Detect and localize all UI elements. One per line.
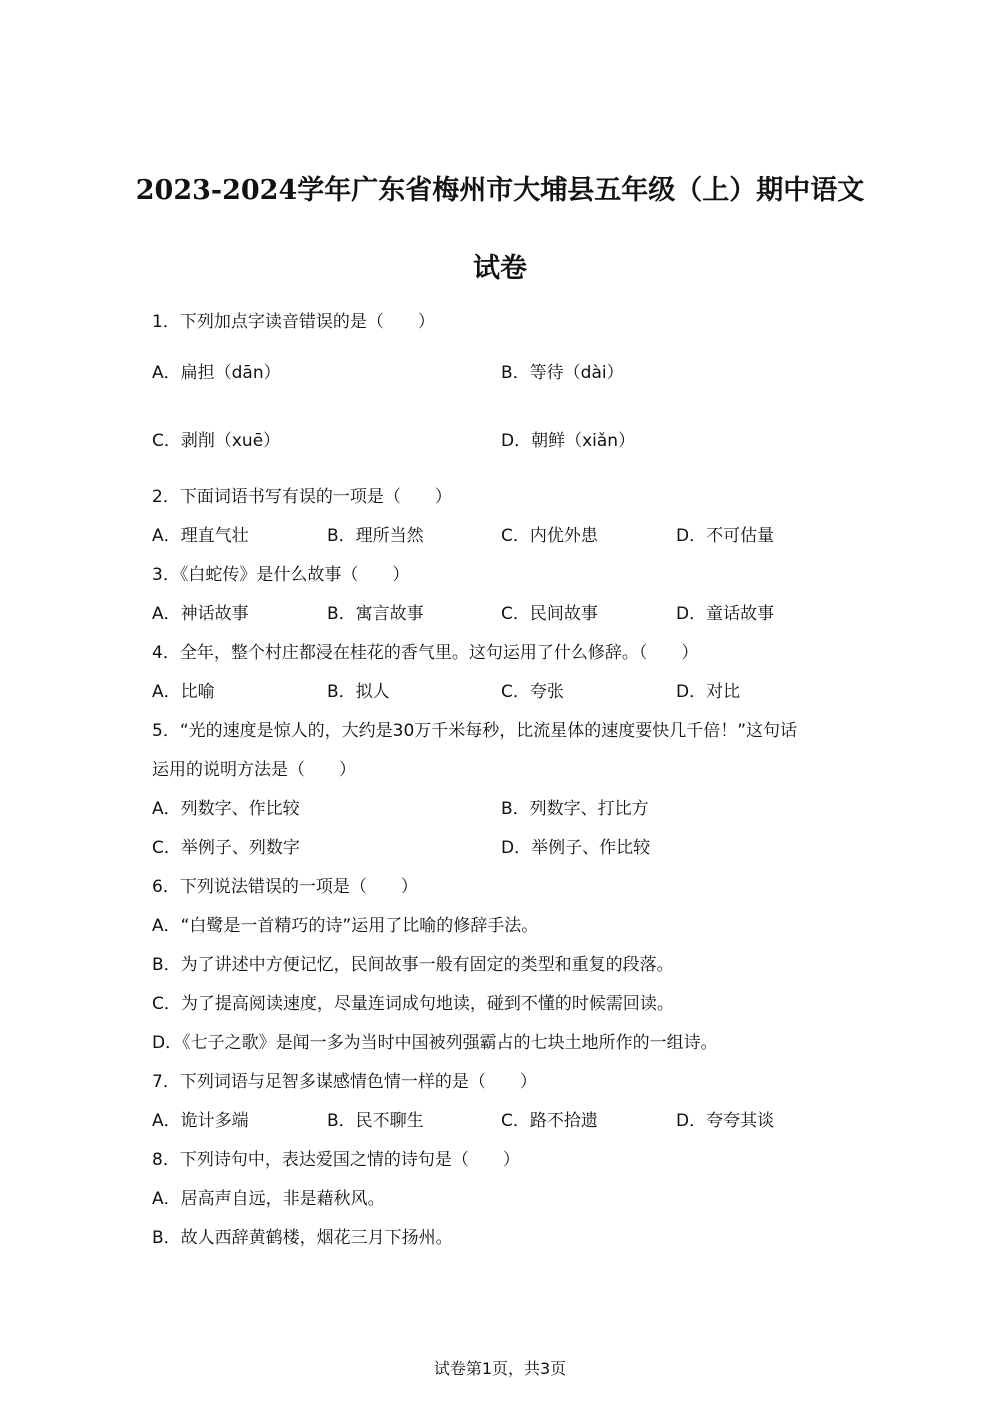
question-5-stem-continued: 运用的说明方法是（ ） <box>152 760 356 780</box>
question-4-option-a: A．比喻 <box>152 682 215 702</box>
question-5-option-b: B．列数字、打比方 <box>501 799 649 819</box>
question-5-option-d: D．举例子、作比较 <box>501 838 651 858</box>
question-6-option-c: C．为了提高阅读速度，尽量连词成句地读，碰到不懂的时候需回读。 <box>152 994 674 1014</box>
question-8-stem: 8．下列诗句中，表达爱国之情的诗句是（ ） <box>152 1150 520 1170</box>
question-1-option-a: A．扁担（dān） <box>152 363 281 383</box>
question-2-option-c: C．内优外患 <box>501 526 598 546</box>
question-1-stem: 1．下列加点字读音错误的是（ ） <box>152 312 435 332</box>
question-7-option-b: B．民不聊生 <box>327 1111 424 1131</box>
question-7-option-d: D．夸夸其谈 <box>676 1111 775 1131</box>
question-2-option-d: D．不可估量 <box>676 526 775 546</box>
question-8-option-a: A．居高声自远，非是藉秋风。 <box>152 1189 385 1209</box>
question-1-option-c: C．剥削（xuē） <box>152 431 281 451</box>
question-7-option-c: C．路不拾遗 <box>501 1111 598 1131</box>
exam-title-line-2: 试卷 <box>473 253 527 284</box>
question-2-stem: 2．下面词语书写有误的一项是（ ） <box>152 487 452 507</box>
question-5-option-a: A．列数字、作比较 <box>152 799 300 819</box>
question-6-option-b: B．为了讲述中方便记忆，民间故事一般有固定的类型和重复的段落。 <box>152 955 674 975</box>
question-3-option-a: A．神话故事 <box>152 604 249 624</box>
question-7-option-a: A．诡计多端 <box>152 1111 249 1131</box>
question-4-option-c: C．夸张 <box>501 682 564 702</box>
question-3-stem: 3．《白蛇传》是什么故事（ ） <box>152 565 410 585</box>
page-footer: 试卷第1页，共3页 <box>433 1359 567 1378</box>
question-1-option-b: B．等待（dài） <box>501 363 624 383</box>
question-3-option-d: D．童话故事 <box>676 604 775 624</box>
question-5-stem: 5．“光的速度是惊人的，大约是30万千米每秒，比流星体的速度要快几千倍！”这句话 <box>152 721 798 741</box>
question-8-option-b: B．故人西辞黄鹤楼，烟花三月下扬州。 <box>152 1228 453 1248</box>
question-4-option-b: B．拟人 <box>327 682 390 702</box>
question-6-option-d: D．《七子之歌》是闻一多为当时中国被列强霸占的七块土地所作的一组诗。 <box>152 1033 718 1053</box>
question-7-stem: 7．下列词语与足智多谋感情色情一样的是（ ） <box>152 1072 537 1092</box>
question-1-option-d: D．朝鲜（xiǎn） <box>501 431 636 451</box>
question-6-stem: 6．下列说法错误的一项是（ ） <box>152 877 418 897</box>
question-4-stem: 4．全年，整个村庄都浸在桂花的香气里。这句运用了什么修辞。（ ） <box>152 643 699 663</box>
question-4-option-d: D．对比 <box>676 682 741 702</box>
question-2-option-b: B．理所当然 <box>327 526 424 546</box>
question-3-option-b: B．寓言故事 <box>327 604 424 624</box>
exam-title-line-1: 2023-2024学年广东省梅州市大埔县五年级（上）期中语文 <box>135 175 865 206</box>
question-2-option-a: A．理直气壮 <box>152 526 249 546</box>
question-3-option-c: C．民间故事 <box>501 604 598 624</box>
question-6-option-a: A．“白鹭是一首精巧的诗”运用了比喻的修辞手法。 <box>152 916 539 936</box>
question-5-option-c: C．举例子、列数字 <box>152 838 300 858</box>
